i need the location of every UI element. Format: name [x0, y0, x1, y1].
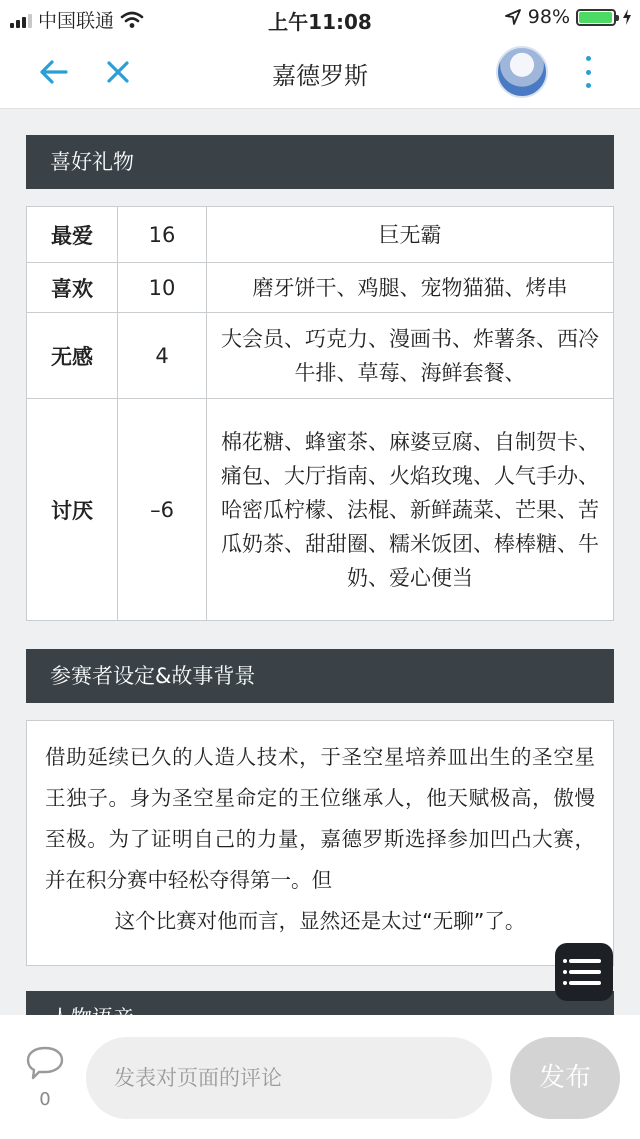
- more-vertical-icon[interactable]: [578, 56, 598, 88]
- status-bar: [0, 0, 640, 36]
- battery-fill: [579, 12, 612, 23]
- gift-category: 最爱: [27, 207, 118, 263]
- table-row: [27, 313, 614, 399]
- table-row: [27, 263, 614, 313]
- nav-bar: [0, 36, 640, 109]
- gift-items: 大会员、巧克力、漫画书、炸薯条、西冷牛排、草莓、海鲜套餐、: [207, 313, 614, 399]
- gift-category: 无感: [27, 313, 118, 399]
- status-right: [504, 6, 632, 28]
- gift-value: 10: [118, 263, 207, 313]
- gift-category: 讨厌: [27, 399, 118, 621]
- comment-input[interactable]: 发表对页面的评论: [86, 1037, 492, 1119]
- gift-value: 16: [118, 207, 207, 263]
- gift-items: 棉花糖、蜂蜜茶、麻婆豆腐、自制贺卡、痛包、大厅指南、火焰玫瑰、人气手办、哈密瓜柠檬、法棍、新鲜蔬菜、芒果、苦瓜奶茶、甜甜圈、糯米饭团、棒棒糖、牛奶、爱心便当: [207, 399, 614, 621]
- post-button[interactable]: 发布: [510, 1037, 620, 1119]
- battery-icon: [576, 9, 616, 26]
- page-title: 嘉德罗斯: [272, 62, 368, 90]
- avatar[interactable]: [496, 46, 548, 98]
- main-content[interactable]: [0, 109, 640, 1015]
- menu-list-button[interactable]: [555, 943, 613, 1001]
- table-row: [27, 399, 614, 621]
- carrier-name: 中国联通: [38, 10, 115, 32]
- location-arrow-icon: [504, 8, 522, 26]
- gift-items: 巨无霸: [207, 207, 614, 263]
- section-header-gifts: 喜好礼物: [26, 135, 614, 189]
- gift-items: 磨牙饼干、鸡腿、宠物猫猫、烤串: [207, 263, 614, 313]
- section-header-story: 参赛者设定&故事背景: [26, 649, 614, 703]
- story-last-line: 这个比赛对他而言，显然还是太过“无聊”了。: [114, 909, 526, 933]
- gift-category: 喜欢: [27, 263, 118, 313]
- charging-icon: [622, 8, 632, 26]
- story-text: 借助延续已久的人造人技术，于圣空星培养皿出生的圣空星王独子。身为圣空星命定的王位继承人，他天赋极高，傲慢至极。为了证明自己的力量，嘉德罗斯选择参加凹凸大赛，并在积分赛中轻松夺得第一。但: [45, 745, 595, 892]
- gift-value: 4: [118, 313, 207, 399]
- battery-percent: 98%: [527, 6, 570, 28]
- gift-value: –6: [118, 399, 207, 621]
- table-row: [27, 207, 614, 263]
- comment-bubble-icon[interactable]: [25, 1045, 65, 1081]
- bottom-comment-bar: [0, 1015, 640, 1139]
- status-time: 上午11:08: [268, 10, 372, 34]
- gift-table: [26, 206, 614, 621]
- story-box: [26, 720, 614, 966]
- comment-count: 0: [39, 1089, 51, 1110]
